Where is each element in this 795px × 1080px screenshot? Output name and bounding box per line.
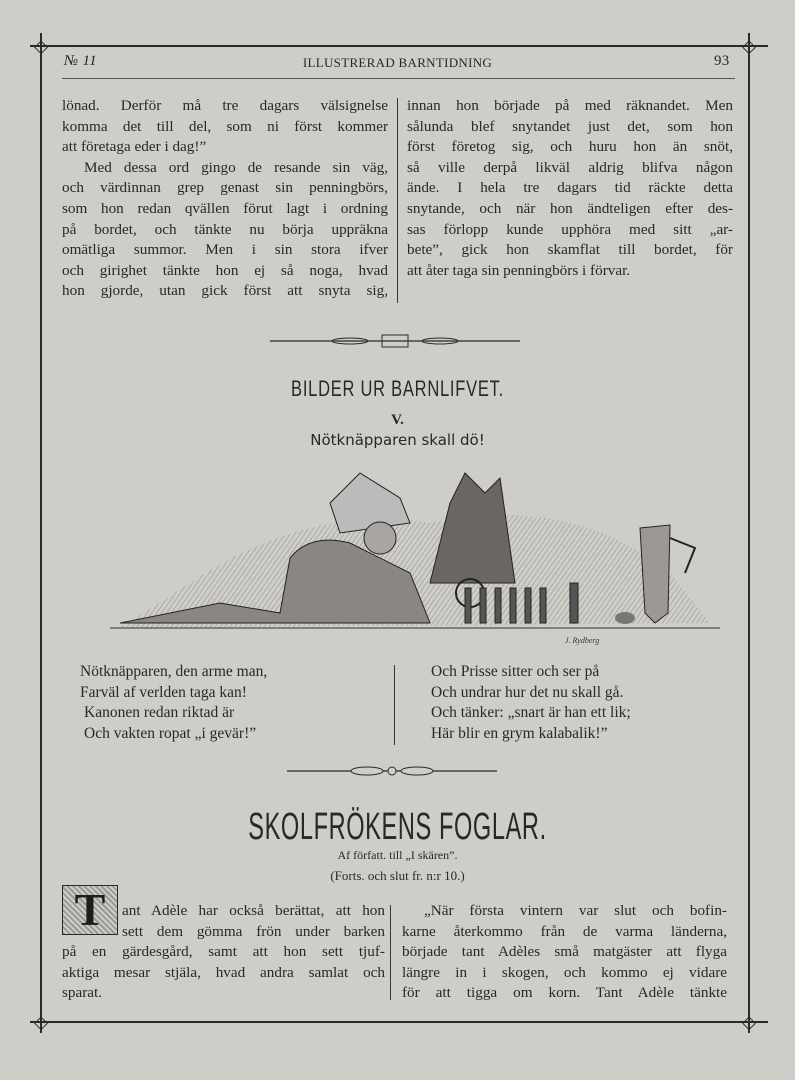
text-line: Och vakten ropat „i gevär!” [84,724,257,742]
text-line: aktiga mesar stjäla, hvad andra samlat och [62,963,385,981]
section-title: BILDER UR BARNLIFVET. [291,376,504,401]
section-subtitle: Nötknäpparen skall dö! [310,431,485,449]
text-line: så ville derpå likväl aldrig blifva någon [407,158,733,176]
corner-ornament-icon: ◇ [34,36,48,56]
text-line: sparat. [62,984,103,1002]
text-line: Farväl af verlden taga kan! [80,683,247,701]
text-line: sålunda blef snytandet just det, som hon [407,117,733,135]
text-line: Här blir en grym kalabalik!” [431,724,608,742]
poem-divider [394,665,395,745]
section-number: V. [391,412,404,428]
text-line: Med dessa ord gingo de resande sin väg, [84,158,388,176]
text-line: hon gjorde, utan gick först att snyta sig, [62,282,388,300]
text-line: Nötknäpparen, den arme man, [80,663,268,680]
text-line: för att tigga om korn. Tant Adèle tänkte [402,984,727,1002]
story-title: SKOLFRÖKENS FOGLAR. [248,806,547,848]
column-divider [390,905,391,1000]
text-line: på bordet, och tänkte nu börja uppräkna [62,220,388,238]
text-line: längre in i skogen, och kommo ej vidare [402,963,727,981]
text-line: ant Adèle har också berättat, att hon [122,902,385,919]
text-line: och värdinnan grep genast sin penningbörs, [62,179,388,197]
story-continued-note: (Forts. och slut fr. n:r 10.) [330,868,465,883]
text-line: Och Prisse sitter och ser på [431,663,600,680]
text-line: lönad. Derför må tre dagars välsignelse [62,97,388,114]
issue-number: № 11 [64,53,97,69]
text-line: som hon redan qvällen förut lagt i ordning [62,199,388,217]
text-line: först företog sig, och huru hon än snöt, [407,138,733,156]
column-divider [397,98,398,303]
text-line: innan hon började på med räknandet. Men [407,97,733,114]
corner-ornament-icon: ◇ [34,1012,48,1032]
illustration-nutcracker-scene [110,463,720,653]
text-line: sett dem gömma frön under barken [122,922,385,940]
section-ornament-icon [287,764,497,778]
bottom-left-column [62,901,385,1004]
text-line: Och tänker: „snart är han ett lik; [431,704,631,721]
text-line: Och undrar hur det nu skall gå. [431,683,624,701]
corner-ornament-icon: ◇ [742,36,756,56]
text-line: började tant Adèles små matgäster att flyga [402,943,727,961]
corner-ornament-icon: ◇ [742,1012,756,1032]
poem-left-stanza [62,662,267,744]
text-line: karne återkommo från de varma länderna, [402,922,727,940]
text-line: omätliga summor. Men i sin stora ifver [62,241,388,259]
text-line: „När första vintern var slut och bofin- [424,902,727,919]
text-line: Kanonen redan riktad är [84,704,235,721]
running-title: ILLUSTRERAD BARNTIDNING [302,55,493,70]
text-line: att företaga eder i dag!” [62,138,207,156]
text-line: och girighet tänkte hon ej så noga, hvad [62,261,388,279]
frame-top-rule [30,45,768,47]
text-line: att åter taga sin penningbörs i förvar. [407,261,631,279]
illustration-signature: J. Rydberg [565,636,600,645]
text-line: ände. I hela tre dagars tid räckte detta [407,179,733,197]
text-line: sas förlopp kunde upphöra med sitt „ar- [407,220,733,238]
text-line: bete”, gick hon skamflat till bordet, för [407,241,733,259]
header-underline [62,78,735,79]
story-byline: Af författ. till „I skären”. [337,848,458,862]
top-right-column [407,96,733,281]
poem-right-stanza [431,662,631,744]
page-number: 93 [714,53,730,69]
frame-bottom-rule [30,1021,768,1023]
top-left-column [62,96,388,302]
text-line: komma det till del, som ni först kommer [62,117,388,135]
drop-cap-letter: T [74,884,106,935]
section-ornament-icon [270,333,520,349]
bottom-right-column [402,901,727,1004]
text-line: snytande, och när hon ändteligen efter des- [407,199,733,217]
text-line: på en gärdesgård, samt att hon sett tjuf- [62,943,385,961]
